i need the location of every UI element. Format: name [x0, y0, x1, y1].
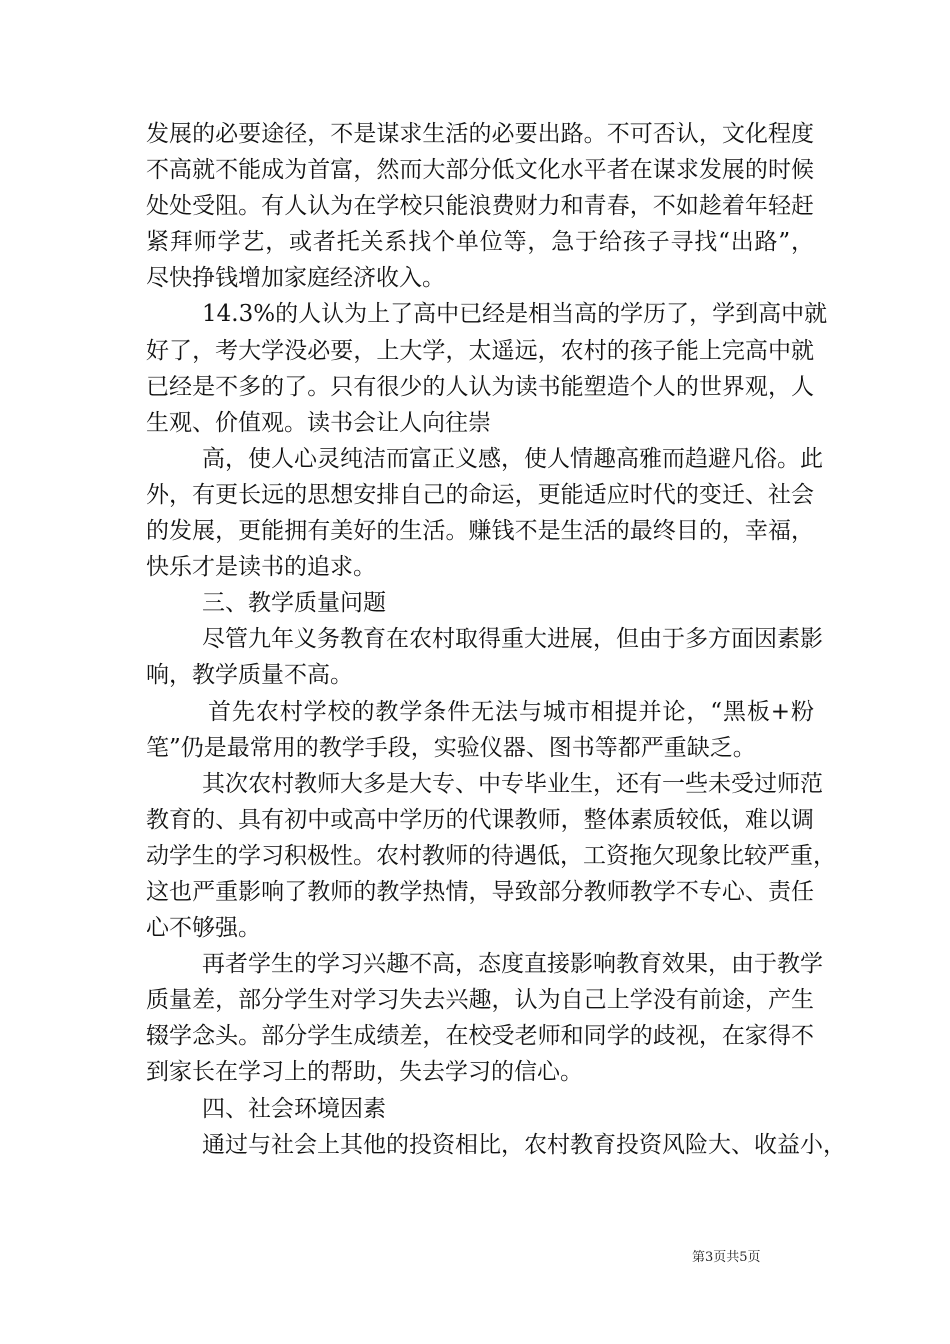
text-line: 处处受阻。有人认为在学校只能浪费财力和青春，不如趁着年轻赶: [146, 193, 814, 220]
text-line: 尽管九年义务教育在农村取得重大进展，但由于多方面因素影: [202, 626, 823, 653]
text-line: 教育的、具有初中或高中学历的代课教师，整体素质较低，难以调: [146, 806, 814, 833]
text-line: 辍学念头。部分学生成绩差，在校受老师和同学的歧视，在家得不: [146, 1023, 814, 1050]
text-line: 响，教学质量不高。: [146, 662, 353, 689]
body-text: [146, 116, 846, 1163]
section-heading: 三、教学质量问题: [202, 590, 386, 617]
text-line: 的发展，更能拥有美好的生活。赚钱不是生活的最终目的，幸福，: [146, 518, 814, 545]
text-line: 动学生的学习积极性。农村教师的待遇低，工资拖欠现象比较严重，: [146, 842, 836, 869]
text-line: 通过与社会上其他的投资相比，农村教育投资风险大、收益小，: [202, 1131, 846, 1158]
text-line: 心不够强。: [146, 915, 261, 942]
text-line: 14.3%的人认为上了高中已经是相当高的学历了，学到高中就: [202, 301, 828, 328]
text-line: 外，有更长远的思想安排自己的命运，更能适应时代的变迁、社会: [146, 481, 814, 508]
text-line: 已经是不多的了。只有很少的人认为读书能塑造个人的世界观，人: [146, 373, 814, 400]
text-line: 再者学生的学习兴趣不高，态度直接影响教育效果，由于教学: [202, 951, 823, 978]
text-line: 质量差，部分学生对学习失去兴趣，认为自己上学没有前途，产生: [146, 987, 814, 1014]
text-line: 紧拜师学艺，或者托关系找个单位等，急于给孩子寻找“出路”，: [146, 229, 814, 256]
text-line: 发展的必要途径，不是谋求生活的必要出路。不可否认，文化程度: [146, 121, 814, 147]
text-line: 快乐才是读书的追求。: [146, 554, 376, 581]
text-line: 高，使人心灵纯洁而富正义感，使人情趣高雅而趋避凡俗。此: [202, 445, 823, 472]
text-line: 好了，考大学没必要，上大学，太遥远，农村的孩子能上完高中就: [146, 337, 814, 364]
text-line: 生观、价值观。读书会让人向往崇: [146, 409, 491, 436]
section-heading: 四、社会环境因素: [202, 1095, 386, 1122]
text-line: 首先农村学校的教学条件无法与城市相提并论，“黑板+粉: [208, 698, 814, 725]
page-number: 第3页共5页: [692, 1250, 761, 1265]
text-line: 到家长在学习上的帮助，失去学习的信心。: [146, 1059, 583, 1086]
text-line: 其次农村教师大多是大专、中专毕业生，还有一些未受过师范: [202, 770, 823, 797]
text-line: 不高就不能成为首富，然而大部分低文化水平者在谋求发展的时候: [146, 157, 814, 184]
text-line: 笔”仍是最常用的教学手段，实验仪器、图书等都严重缺乏。: [146, 734, 756, 761]
text-line: 这也严重影响了教师的教学热情，导致部分教师教学不专心、责任: [146, 878, 814, 905]
text-line: 尽快挣钱增加家庭经济收入。: [146, 265, 445, 292]
